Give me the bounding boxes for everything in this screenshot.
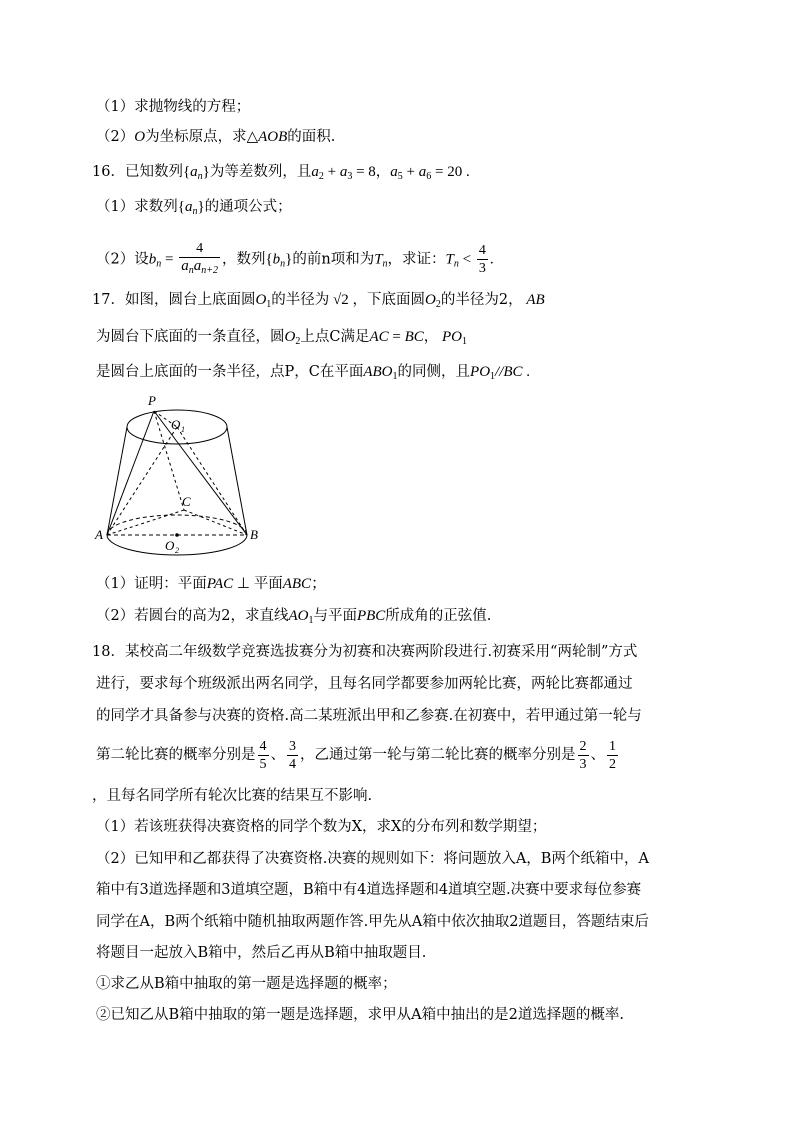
q15-part1: （1）求抛物线的方程； <box>96 99 251 115</box>
q18-line9: 同学在A，B两个纸箱中随机抽取两题作答.甲先从A箱中依次抽取2道题目，答题结束后 <box>96 914 649 930</box>
q17-line2: 为圆台下底面的一条直径，圆$O_2$上点C满足AC = BC， $PO_1$ <box>96 329 468 347</box>
q18-line8: 箱中有3道选择题和3道填空题，B箱中有4道选择题和4道填空题.决赛中要求每位参赛 <box>96 882 642 898</box>
label-o2-sub: 2 <box>175 546 179 555</box>
q18-line5: ，且每名同学所有轮次比赛的结果互不影响. <box>92 788 373 804</box>
q18-line6: （1）若该班获得决赛资格的同学个数为X，求X的分布列和数学期望； <box>96 819 547 835</box>
q16-fraction: $\frac{4}{a_na_{n+2}}$ <box>181 241 218 276</box>
q15-part2: （2）O为坐标原点，求△AOB的面积. <box>96 129 336 145</box>
label-p: P <box>148 393 156 408</box>
q18-line11: ①求乙从B箱中抽取的第一题是选择题的概率； <box>96 976 397 992</box>
frac-yi-1: $\frac{2}{3}$ <box>579 738 587 772</box>
label-o1: O <box>171 417 181 432</box>
q18-line1: 18．某校高二年级数学竞赛选拔赛分为初赛和决赛两阶段进行.初赛采用“两轮制”方式 <box>92 644 638 660</box>
q16-fraction-bound: $\frac{4}{3}$ <box>478 243 486 276</box>
label-o2: O <box>165 538 175 553</box>
q18-line3: 的同学才具备参与决赛的资格.高二某班派出甲和乙参赛.在初赛中，若甲通过第一轮与 <box>96 708 642 724</box>
bottom-base-back <box>107 515 247 535</box>
q18-line4: 第二轮比赛的概率分别是 $\frac{4}{5}$ 、 $\frac{3}{4}$ ，乙通过第一轮与第二轮比赛的概率分别是 $\frac{2}{3}$ 、 $\frac{1}{2}$ <box>96 738 616 772</box>
label-o1-sub: 1 <box>181 425 185 434</box>
label-c: C <box>182 494 191 509</box>
q16-stem: 16．已知数列$\{a_n\}$为等差数列，且$a_2 + a_3 = 8$，$a_5 + a_6 = 20$ . <box>92 164 470 182</box>
q17-part1: （1）证明：平面PAC ⊥ 平面ABC； <box>96 576 327 592</box>
q16-part2: （2）设$b_n$ = $\frac{4}{a_na_{n+2}}$ ，数列$\{b_n\}$的前n项和为$T_n$，求证：$T_n$ < $\frac{4}{3}$ . <box>96 240 494 279</box>
q18-line7: （2）已知甲和乙都获得了决赛资格.决赛的规则如下：将问题放入A，B两个纸箱中，A <box>96 851 649 867</box>
frustum-figure <box>92 392 262 562</box>
q18-line10: 将题目一起放入B箱中，然后乙再从B箱中抽取题目. <box>96 945 427 961</box>
q17-part2: （2）若圆台的高为2，求直线$AO_1$与平面PBC所成角的正弦值. <box>96 608 492 626</box>
q17-line1: 17．如图，圆台上底面圆$O_1$的半径为 √2 ，下底面圆$O_2$的半径为2， AB <box>92 292 545 310</box>
q18-line2: 进行，要求每个班级派出两名同学，且每名同学都要参加两轮比赛，两轮比赛都通过 <box>96 676 633 692</box>
q17-line3: 是圆台上底面的一条半径，点P，C在平面$ABO_1$的同侧，且$PO_1//BC$ . <box>96 364 531 382</box>
frac-jia-2: $\frac{3}{4}$ <box>289 738 296 772</box>
q18-line12: ②已知乙从B箱中抽取的第一题是选择题，求甲从A箱中抽出的是2道选择题的概率. <box>96 1007 624 1023</box>
label-b: B <box>250 527 258 542</box>
point-o2 <box>175 533 179 537</box>
frac-jia-1: $\frac{4}{5}$ <box>259 738 267 772</box>
segment-ca <box>107 510 184 535</box>
q16-part1: （1）求数列$\{a_n\}$的通项公式； <box>96 199 292 217</box>
label-a: A <box>95 527 103 542</box>
frac-yi-2: $\frac{1}{2}$ <box>609 738 616 772</box>
